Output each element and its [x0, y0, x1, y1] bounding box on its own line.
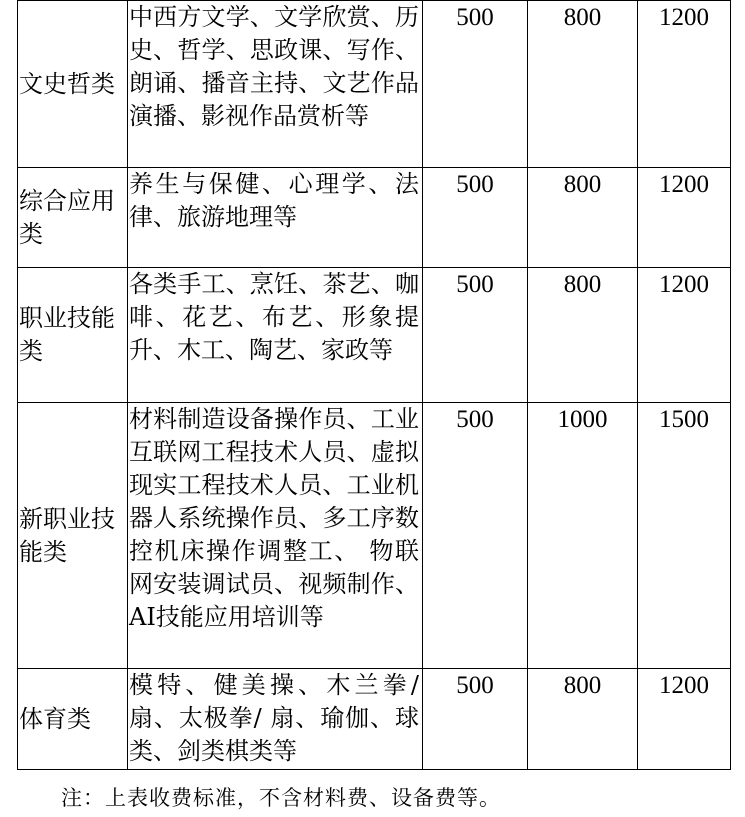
fee-cell-3: 1200	[638, 1, 731, 168]
table-row	[18, 168, 731, 268]
fee-cell-1: 500	[423, 268, 528, 403]
fee-cell-1: 500	[423, 168, 528, 268]
course-content-cell: 养生与保健、心理学、法律、旅游地理等	[128, 168, 423, 268]
category-cell: 综合应用类	[18, 168, 128, 268]
course-content-cell: 中西方文学、文学欣赏、历史、哲学、思政课、写作、朗诵、播音主持、文艺作品演播、影视作品赏析等	[128, 1, 423, 168]
fee-cell-2: 800	[528, 268, 638, 403]
table-row	[18, 268, 731, 403]
table-row	[18, 403, 731, 669]
category-cell: 体育类	[18, 669, 128, 770]
category-cell: 职业技能类	[18, 268, 128, 403]
fee-cell-2: 800	[528, 669, 638, 770]
fee-cell-3: 1500	[638, 403, 731, 669]
category-cell: 新职业技能类	[18, 403, 128, 669]
table-row	[18, 669, 731, 770]
fee-cell-1: 500	[423, 403, 528, 669]
fee-cell-1: 500	[423, 1, 528, 168]
fee-cell-2: 800	[528, 168, 638, 268]
fee-cell-3: 1200	[638, 268, 731, 403]
course-content-cell: 材料制造设备操作员、工业互联网工程技术人员、虚拟现实工程技术人员、工业机器人系统操作员、多工序数控机床操作调整工、 物联网安装调试员、视频制作、AI技能应用培训等	[128, 403, 423, 669]
fee-cell-2: 800	[528, 1, 638, 168]
category-cell: 文史哲类	[18, 1, 128, 168]
fee-cell-2: 1000	[528, 403, 638, 669]
fee-cell-3: 1200	[638, 168, 731, 268]
course-content-cell: 模特、健美操、木兰拳/扇、太极拳/ 扇、瑜伽、球类、剑类棋类等	[128, 669, 423, 770]
fee-cell-3: 1200	[638, 669, 731, 770]
course-content-cell: 各类手工、烹饪、茶艺、咖啡、花艺、布艺、形象提升、木工、陶艺、家政等	[128, 268, 423, 403]
footnote: 注：上表收费标准，不含材料费、设备费等。	[61, 786, 501, 810]
fee-table	[17, 0, 731, 770]
table-row	[18, 1, 731, 168]
fee-cell-1: 500	[423, 669, 528, 770]
